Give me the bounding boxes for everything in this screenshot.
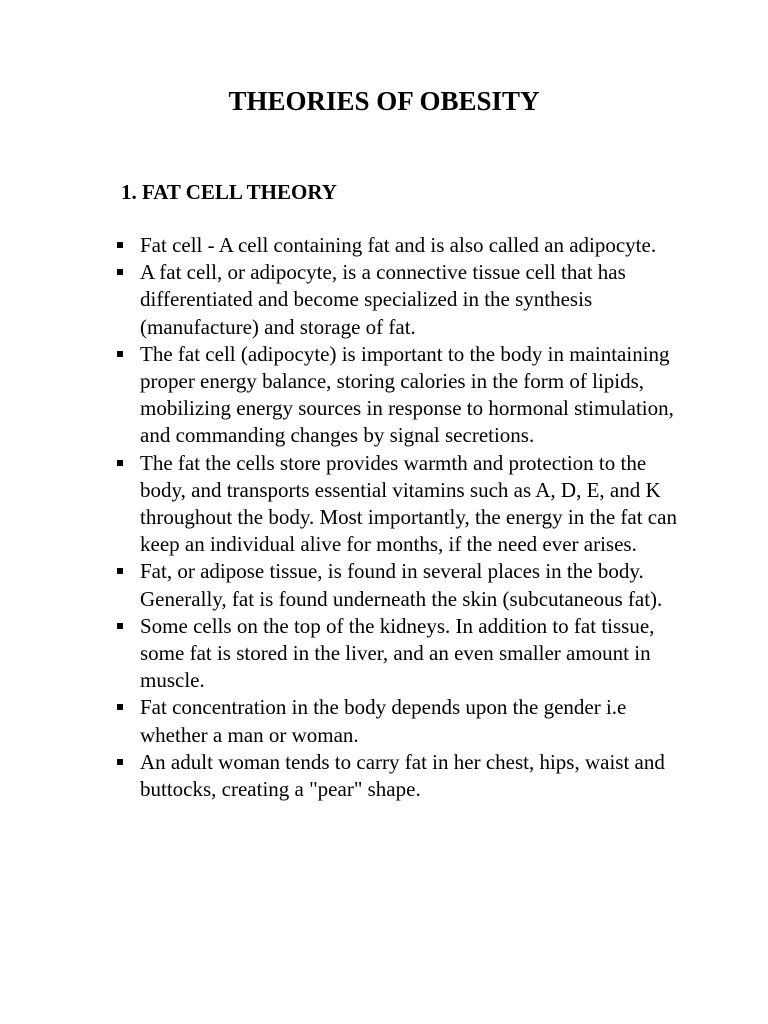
list-item-text: Fat, or adipose tissue, is found in several places in the body. Generally, fat is found underneath the skin (subcutaneous fat). [140, 559, 663, 611]
square-bullet-icon [117, 568, 123, 574]
square-bullet-icon [117, 704, 123, 710]
square-bullet-icon [117, 759, 123, 765]
list-item [112, 341, 692, 450]
list-item-text: Some cells on the top of the kidneys. In addition to fat tissue, some fat is stored in the liver, and an even smaller amount in muscle. [140, 613, 655, 693]
square-bullet-icon [117, 460, 123, 466]
list-item [112, 749, 692, 803]
square-bullet-icon [117, 242, 123, 248]
list-item-text: Fat concentration in the body depends upon the gender i.e whether a man or woman. [140, 695, 627, 747]
list-item [112, 694, 692, 748]
list-item-text: The fat the cells store provides warmth and protection to the body, and transports essential vitamins such as A, D, E, and K throughout the body. Most importantly, the energy in the fat can keep an individual alive for months, if the need ever arises. [140, 450, 677, 557]
bullet-list [112, 232, 692, 803]
list-item [112, 558, 692, 612]
list-item-text: The fat cell (adipocyte) is important to the body in maintaining proper energy balance, storing calories in the form of lipids, mobilizing energy sources in response to hormonal stimulation, and commanding changes by signal secretions. [140, 341, 674, 448]
page-title: THEORIES OF OBESITY [228, 86, 540, 116]
list-item [112, 259, 692, 341]
list-item [112, 232, 692, 259]
section-heading: 1. FAT CELL THEORY [121, 180, 337, 204]
list-item-text: A fat cell, or adipocyte, is a connective tissue cell that has differentiated and become specialized in the synthesis (manufacture) and storage of fat. [140, 260, 626, 339]
list-item-text: An adult woman tends to carry fat in her chest, hips, waist and buttocks, creating a "pear" shape. [140, 749, 665, 802]
list-item [112, 450, 692, 559]
square-bullet-icon [117, 269, 123, 275]
list-item [112, 613, 692, 695]
list-item-text: Fat cell - A cell containing fat and is also called an adipocyte. [140, 233, 657, 257]
square-bullet-icon [117, 351, 123, 357]
square-bullet-icon [117, 623, 123, 629]
